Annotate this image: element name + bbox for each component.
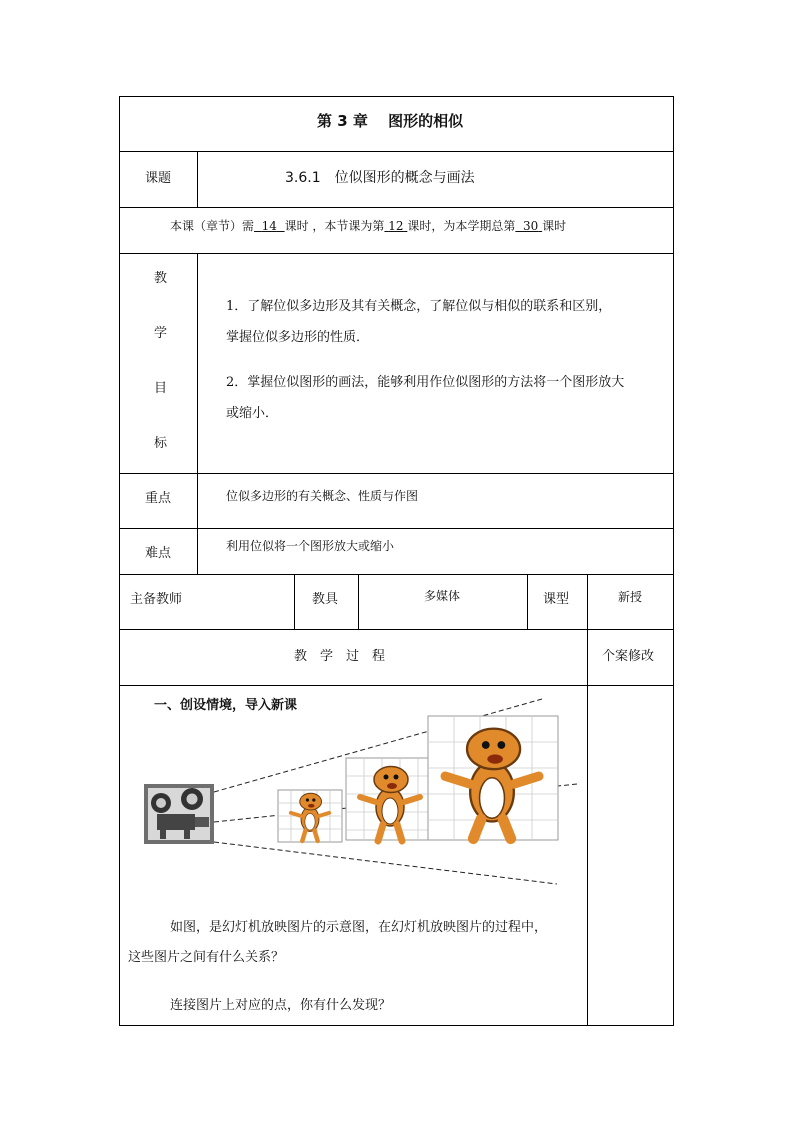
hours-term [515, 219, 542, 233]
objective-1-line-1: 1．了解位似多边形及其有关概念，了解位似与相似的联系和区别， [226, 299, 612, 314]
projector-icon [144, 784, 214, 844]
tools-label: 教具 [312, 592, 339, 607]
hours-total-value: 14 [261, 219, 277, 233]
section-1-para-2: 连接图片上对应的点，你有什么发现？ [170, 998, 392, 1013]
chapter-title: 第 3 章 图形的相似 [317, 112, 464, 130]
medium-dog-image [346, 758, 434, 841]
topic-value: 3.6.1 位似图形的概念与画法 [285, 170, 475, 186]
lesson-type-label: 课型 [543, 592, 570, 607]
objective-2-line-2: 或缩小． [226, 406, 279, 421]
objectives-label-char-2: 学 [154, 326, 168, 341]
large-dog-image [428, 716, 558, 840]
hours-current [384, 219, 407, 233]
hours-total [254, 219, 285, 233]
hours-mid1: 课时 ，本节课为第 [284, 219, 385, 233]
hours-current-value: 12 [388, 219, 404, 233]
lesson-plan-table [119, 96, 674, 1026]
objective-1-line-2: 掌握位似多边形的性质． [226, 330, 370, 345]
hours-prefix: 本课（章节）需 [170, 219, 255, 233]
hours-suffix: 课时 [542, 219, 567, 233]
objectives-label-char-4: 标 [154, 436, 168, 451]
section-1-para-1-line-1: 如图，是幻灯机放映图片的示意图，在幻灯机放映图片的过程中， [170, 920, 548, 935]
hours-line [170, 217, 566, 234]
revision-header: 个案修改 [602, 649, 655, 664]
small-dog-image [278, 790, 342, 842]
section-1-heading: 一、创设情境，导入新课 [154, 698, 298, 713]
difficulty-label: 难点 [145, 546, 172, 561]
objectives-label-char-3: 目 [154, 381, 168, 396]
topic-label: 课题 [145, 171, 172, 186]
objective-2-line-1: 2．掌握位似图形的画法，能够利用作位似图形的方法将一个图形放大 [226, 375, 625, 390]
hours-mid2: 课时，为本学期总第 [407, 219, 516, 233]
key-point-value: 位似多边形的有关概念、性质与作图 [226, 489, 419, 503]
objectives-label-char-1: 教 [154, 271, 168, 286]
hours-term-value: 30 [523, 219, 539, 233]
tools-value: 多媒体 [424, 589, 461, 603]
difficulty-value: 利用位似将一个图形放大或缩小 [226, 539, 395, 553]
projector-figure [142, 696, 582, 886]
teacher-label: 主备教师 [130, 592, 183, 607]
lesson-type-value: 新授 [618, 590, 643, 604]
process-header: 教 学 过 程 [294, 649, 386, 664]
section-1-para-1-line-2: 这些图片之间有什么关系？ [128, 950, 285, 965]
key-point-label: 重点 [145, 491, 172, 506]
